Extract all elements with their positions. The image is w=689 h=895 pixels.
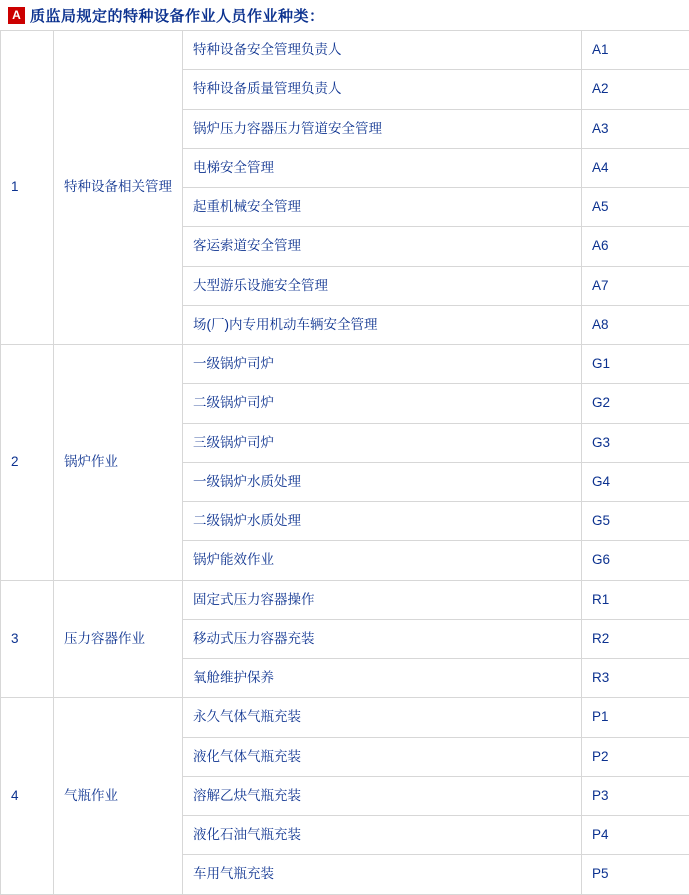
- occupation-code: G2: [582, 384, 689, 423]
- occupation-code: A5: [582, 188, 689, 227]
- table-row: [1, 580, 689, 619]
- occupation-name: 特种设备质量管理负责人: [183, 70, 582, 109]
- occupation-code: R3: [582, 659, 689, 698]
- occupation-code: A2: [582, 70, 689, 109]
- occupation-name: 溶解乙炔气瓶充装: [183, 776, 582, 815]
- group-name: 特种设备相关管理: [54, 31, 183, 345]
- group-index: 1: [1, 31, 54, 345]
- page-header: [0, 0, 689, 30]
- occupation-name: 一级锅炉水质处理: [183, 462, 582, 501]
- occupation-name: 二级锅炉水质处理: [183, 502, 582, 541]
- occupation-name: 液化石油气瓶充装: [183, 816, 582, 855]
- occupation-name: 三级锅炉司炉: [183, 423, 582, 462]
- group-name: 压力容器作业: [54, 580, 183, 698]
- section-badge: A: [8, 7, 25, 24]
- occupation-code: A1: [582, 31, 689, 70]
- occupation-code: R2: [582, 619, 689, 658]
- occupation-name: 特种设备安全管理负责人: [183, 31, 582, 70]
- occupation-name: 车用气瓶充装: [183, 855, 582, 894]
- occupation-code: A6: [582, 227, 689, 266]
- occupation-name: 大型游乐设施安全管理: [183, 266, 582, 305]
- occupation-code: A8: [582, 305, 689, 344]
- occupation-code: P1: [582, 698, 689, 737]
- occupation-name: 液化气体气瓶充装: [183, 737, 582, 776]
- table-body: [1, 31, 689, 895]
- occupation-name: 永久气体气瓶充装: [183, 698, 582, 737]
- occupation-name: 移动式压力容器充装: [183, 619, 582, 658]
- occupation-code: A7: [582, 266, 689, 305]
- occupation-name: 起重机械安全管理: [183, 188, 582, 227]
- group-name: 锅炉作业: [54, 345, 183, 581]
- occupation-name: 锅炉能效作业: [183, 541, 582, 580]
- occupation-code: G3: [582, 423, 689, 462]
- occupation-code: P3: [582, 776, 689, 815]
- occupation-name: 二级锅炉司炉: [183, 384, 582, 423]
- occupation-name: 客运索道安全管理: [183, 227, 582, 266]
- occupation-code: G4: [582, 462, 689, 501]
- group-index: 3: [1, 580, 54, 698]
- occupation-name: 一级锅炉司炉: [183, 345, 582, 384]
- group-name: 气瓶作业: [54, 698, 183, 894]
- occupation-name: 场(厂)内专用机动车辆安全管理: [183, 305, 582, 344]
- occupation-code: A3: [582, 109, 689, 148]
- occupation-code: P4: [582, 816, 689, 855]
- table-row: [1, 31, 689, 70]
- table-row: [1, 345, 689, 384]
- occupation-name: 锅炉压力容器压力管道安全管理: [183, 109, 582, 148]
- occupation-code: A4: [582, 148, 689, 187]
- occupation-code: G1: [582, 345, 689, 384]
- group-index: 2: [1, 345, 54, 581]
- occupation-code: R1: [582, 580, 689, 619]
- occupation-name: 电梯安全管理: [183, 148, 582, 187]
- page-title: 质监局规定的特种设备作业人员作业种类：: [30, 5, 325, 26]
- occupation-code: P2: [582, 737, 689, 776]
- occupation-code: P5: [582, 855, 689, 894]
- occupation-name: 氧舱维护保养: [183, 659, 582, 698]
- occupation-category-table: [0, 30, 689, 895]
- occupation-name: 固定式压力容器操作: [183, 580, 582, 619]
- occupation-code: G5: [582, 502, 689, 541]
- group-index: 4: [1, 698, 54, 894]
- table-row: [1, 698, 689, 737]
- occupation-code: G6: [582, 541, 689, 580]
